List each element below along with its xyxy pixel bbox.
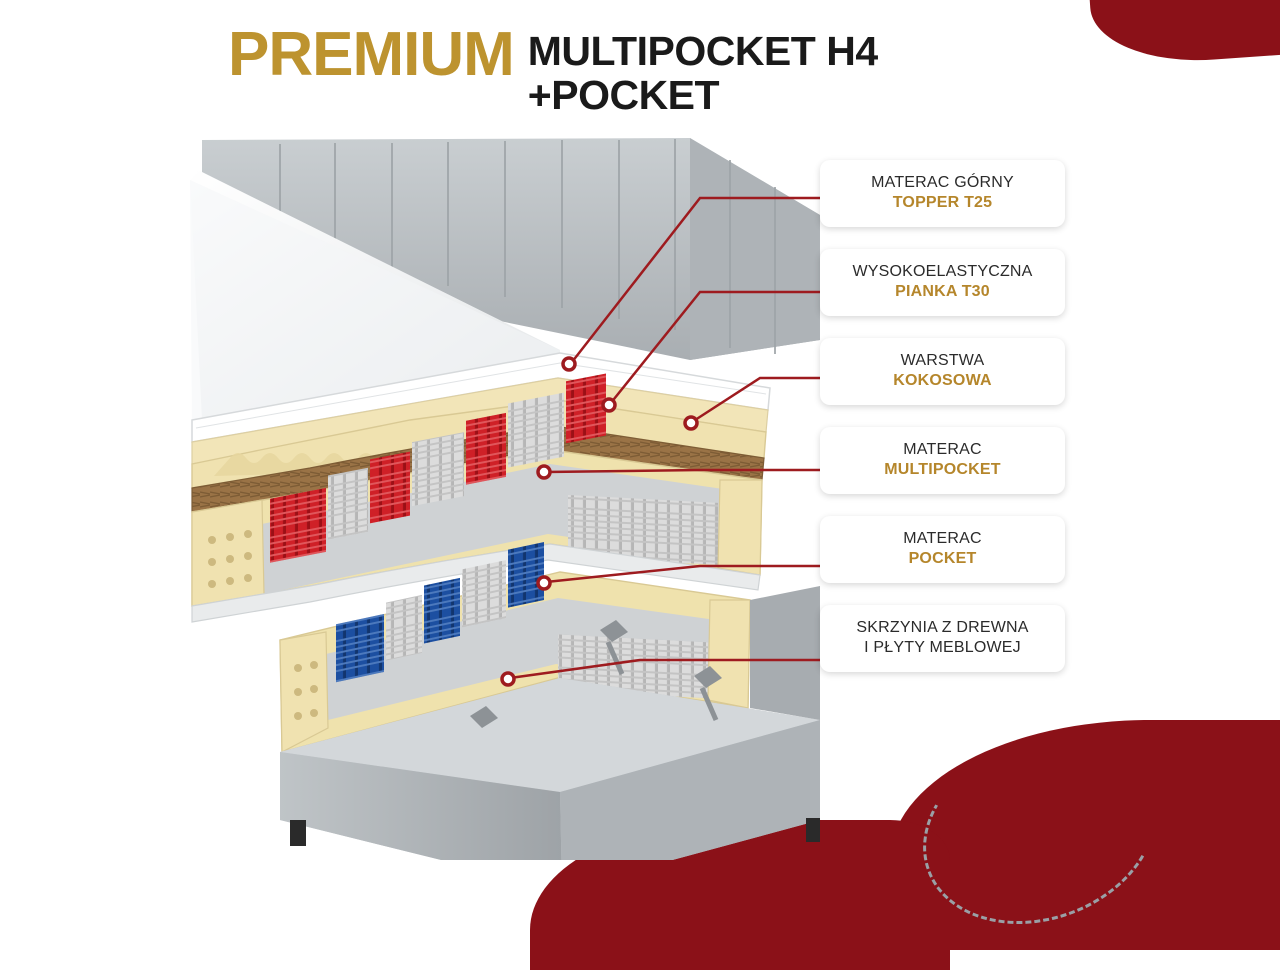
decor-corner-top-right (1086, 0, 1280, 68)
callout-materac-multipocket[interactable] (820, 427, 1065, 494)
product-title-line2: +POCKET (527, 72, 720, 119)
callout-line1: MATERAC (903, 529, 982, 547)
callout-line1: MATERAC (903, 440, 982, 458)
callout-line2: POCKET (908, 550, 977, 568)
callout-line2: KOKOSOWA (893, 372, 992, 390)
product-title-line1: MULTIPOCKET H4 (527, 28, 878, 74)
callout-line2: I PŁYTY MEBLOWEJ (864, 639, 1021, 657)
callout-line1: WARSTWA (900, 351, 985, 369)
callout-pianka-t30[interactable] (820, 249, 1065, 316)
callout-line2: TOPPER T25 (892, 194, 993, 212)
callout-line1: WYSOKOELASTYCZNA (852, 262, 1033, 280)
callout-line1: MATERAC GÓRNY (871, 174, 1014, 191)
product-title (528, 24, 878, 118)
callout-line1: SKRZYNIA Z DREWNA (856, 618, 1029, 636)
bed-side-panel (750, 586, 820, 720)
callout-materac-pocket[interactable] (820, 516, 1065, 583)
brand-title: PREMIUM (228, 20, 514, 89)
callout-topper-t25[interactable] (820, 160, 1065, 227)
callout-skrzynia-drewniana[interactable] (820, 605, 1065, 672)
callout-warstwa-kokosowa[interactable] (820, 338, 1065, 405)
page-title (228, 20, 878, 119)
callout-list (820, 160, 1065, 694)
callout-line2: MULTIPOCKET (884, 461, 1001, 479)
callout-line2: PIANKA T30 (895, 283, 990, 301)
bed-cutaway-illustration (130, 120, 850, 860)
